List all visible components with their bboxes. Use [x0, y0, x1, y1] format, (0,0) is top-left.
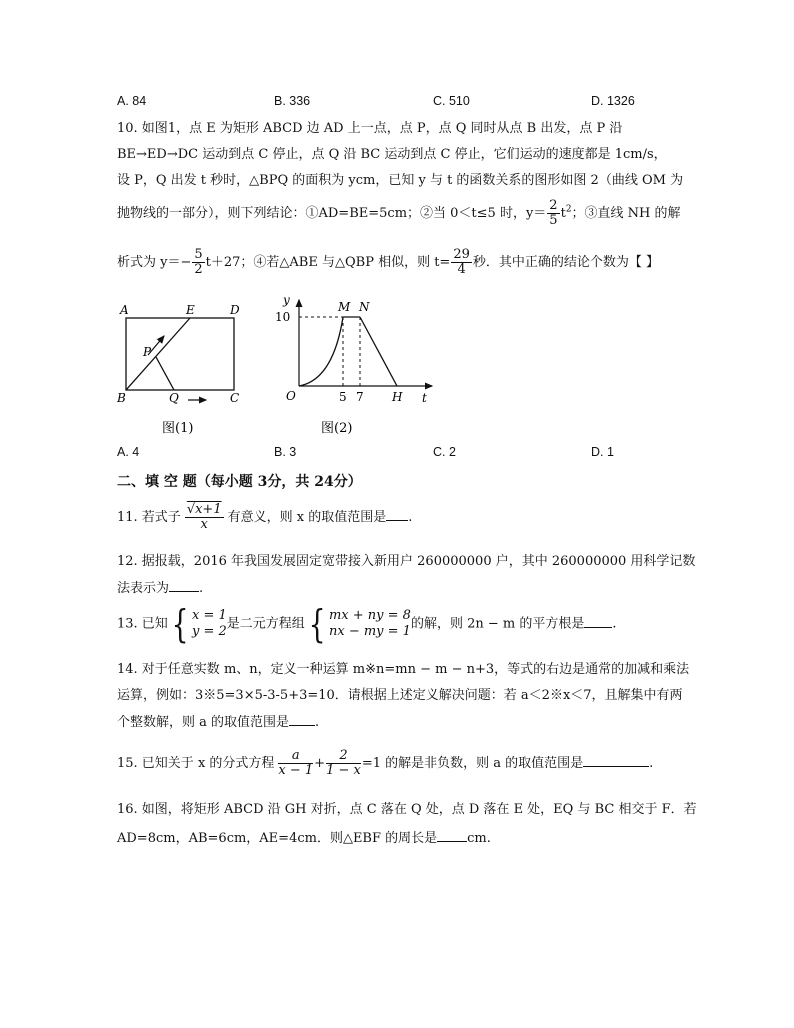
q10-line5-text-c: 秒．其中正确的结论个数为【 】 [472, 255, 660, 270]
q14-line2: 运算，例如：3※5=3×5-3-5+3=10．请根据上述定义解决问题：若 a＜2※x＜7，且解集中有两 [117, 688, 683, 703]
figure-1-rectangle [110, 296, 260, 441]
fraction-denominator: 5 [549, 213, 558, 228]
q10-fraction-29-4 [451, 248, 472, 277]
q10-line4-text-c: ；③直线 NH 的解 [571, 206, 681, 221]
q15-text-c: . [649, 756, 654, 771]
label-5: 5 [339, 390, 347, 404]
q10-line5 [117, 248, 659, 277]
q13-text-d: . [612, 616, 617, 632]
system-row: x = 1 [192, 608, 227, 623]
label-p: P [143, 345, 152, 359]
figure-1-caption: 图(1) [162, 421, 194, 436]
q10-line4-text-a: 抛物线的一部分），则下列结论：①AD=BE=5cm；②当 0＜t≤5 时，y＝ [117, 206, 547, 221]
q10-option-d: D. 1 [591, 445, 614, 459]
segment-be [126, 318, 190, 390]
q9-option-c: C. 510 [433, 94, 470, 108]
q12-answer-blank[interactable] [169, 579, 199, 592]
system-row: nx − my = 1 [328, 624, 411, 639]
q11-text-a: 11. 若式子 [117, 510, 181, 525]
label-e: E [186, 303, 195, 317]
q14-text-b: . [315, 715, 320, 730]
q10-option-c: C. 2 [433, 445, 456, 459]
segment-pq [156, 357, 174, 390]
fraction-numerator: 29 [453, 247, 470, 262]
label-a: A [120, 303, 129, 317]
q10-fraction-5-2 [192, 248, 204, 277]
label-7: 7 [356, 390, 364, 404]
fraction-numerator: 2 [326, 749, 361, 764]
q10-option-b: B. 3 [274, 445, 297, 459]
q16-text-b: cm. [467, 831, 491, 846]
q11 [117, 503, 412, 532]
q10-line4-var: t [560, 206, 566, 221]
q15-fraction-1 [278, 749, 313, 778]
segment-nh [360, 317, 397, 386]
q10-fraction-2-5 [547, 199, 559, 228]
label-n: N [359, 300, 370, 314]
q11-text-b: 有意义，则 x 的取值范围是 [227, 510, 387, 525]
q13-answer-blank[interactable] [584, 615, 612, 628]
label-m: M [338, 300, 351, 314]
label-b: B [117, 391, 126, 405]
brace-left-1: { [171, 602, 189, 646]
q10-line4-exponent: 2 [565, 204, 572, 215]
q10-line4 [117, 199, 681, 228]
figure-2-graph [270, 290, 440, 440]
system-row: mx + ny = 8 [328, 608, 411, 623]
q12-line1: 12. 据报载，2016 年我国发展固定宽带接入新用户 260000000 户，其中 260000000 用科学记数 [117, 554, 696, 569]
label-10: 10 [275, 310, 291, 324]
system-row: y = 2 [192, 624, 227, 639]
fraction-numerator: 2 [549, 198, 558, 213]
fraction-denominator: 1 − x [326, 763, 361, 778]
q13-system-2 [329, 608, 411, 640]
q11-answer-blank[interactable] [386, 508, 408, 521]
label-h: H [392, 390, 403, 404]
fraction-denominator: x − 1 [278, 763, 314, 778]
label-o: O [286, 389, 296, 403]
q15-answer-blank[interactable] [583, 754, 649, 767]
figure-2-caption: 图(2) [321, 421, 353, 436]
q16-line1: 16. 如图，将矩形 ABCD 沿 GH 对折，点 C 落在 Q 处，点 D 落在 E 处，EQ 与 BC 相交于 F．若 [117, 802, 697, 817]
q11-fraction [185, 503, 224, 532]
fraction-numerator: √x+1 [186, 502, 222, 517]
label-t: t [422, 391, 427, 405]
q12-line2 [117, 579, 203, 598]
q10-line3: 设 P，Q 出发 t 秒时，△BPQ 的面积为 ycm，已知 y 与 t 的函数关系的图形如图 2（曲线 OM 为 [117, 173, 684, 188]
fraction-denominator: 2 [194, 262, 203, 277]
label-y: y [283, 293, 290, 307]
q9-option-a: A. 84 [117, 94, 147, 108]
q16-line2 [117, 829, 491, 848]
q13-system-1 [192, 608, 227, 640]
q16-answer-blank[interactable] [437, 829, 467, 842]
label-d: D [230, 303, 240, 317]
q10-line5-text-a: 析式为 y＝− [117, 255, 192, 270]
fraction-numerator: a [278, 749, 313, 764]
q13-text-a: 13. 已知 [117, 616, 168, 632]
q10-line5-text-b: t＋27；④若△ABE 与△QBP 相似，则 t= [205, 255, 451, 270]
q14-line1: 14. 对于任意实数 m、n，定义一种运算 m※n=mn − m − n+3，等式的右边是通常的加减和乘法 [117, 662, 690, 677]
q16-text-a: AD=8cm，AB=6cm，AE=4cm．则△EBF 的周长是 [117, 831, 438, 846]
fraction-denominator: 4 [457, 262, 466, 277]
fraction-denominator: x [200, 517, 208, 532]
q14-answer-blank[interactable] [289, 713, 315, 726]
q15-text-b: =1 的解是非负数，则 a 的取值范围是 [361, 756, 584, 771]
curve-om [299, 317, 343, 386]
q9-option-b: B. 336 [274, 94, 311, 108]
q15-fraction-2 [326, 749, 361, 778]
q10-option-a: A. 4 [117, 445, 140, 459]
fraction-numerator: 5 [194, 247, 203, 262]
q13-text-b: 是二元方程组 [226, 616, 305, 632]
q15-text-a: 15. 已知关于 x 的分式方程 [117, 756, 275, 771]
label-c: C [230, 391, 240, 405]
q15 [117, 749, 653, 778]
q9-option-d: D. 1326 [591, 94, 635, 108]
q14-line3 [117, 713, 319, 732]
q11-text-c: . [408, 510, 413, 525]
section-2-heading: 二、填 空 题（每小题 3分，共 24分） [117, 474, 362, 490]
q13-text-c: 的解，则 2n − m 的平方根是 [410, 616, 585, 632]
q12-text-b: . [199, 581, 204, 596]
q10-line1: 10. 如图1，点 E 为矩形 ABCD 边 AD 上一点，点 P，点 Q 同时从点 B 出发，点 P 沿 [117, 121, 623, 136]
brace-left-2: { [308, 602, 326, 646]
q10-line2: BE→ED→DC 运动到点 C 停止，点 Q 沿 BC 运动到点 C 停止，它们运动的速度都是 1cm/s， [117, 147, 667, 162]
q15-plus: + [314, 756, 326, 771]
q13 [117, 602, 617, 646]
q14-text-a: 个整数解，则 a 的取值范围是 [117, 715, 290, 730]
label-q: Q [169, 391, 179, 405]
q12-text-a: 法表示为 [117, 581, 170, 596]
